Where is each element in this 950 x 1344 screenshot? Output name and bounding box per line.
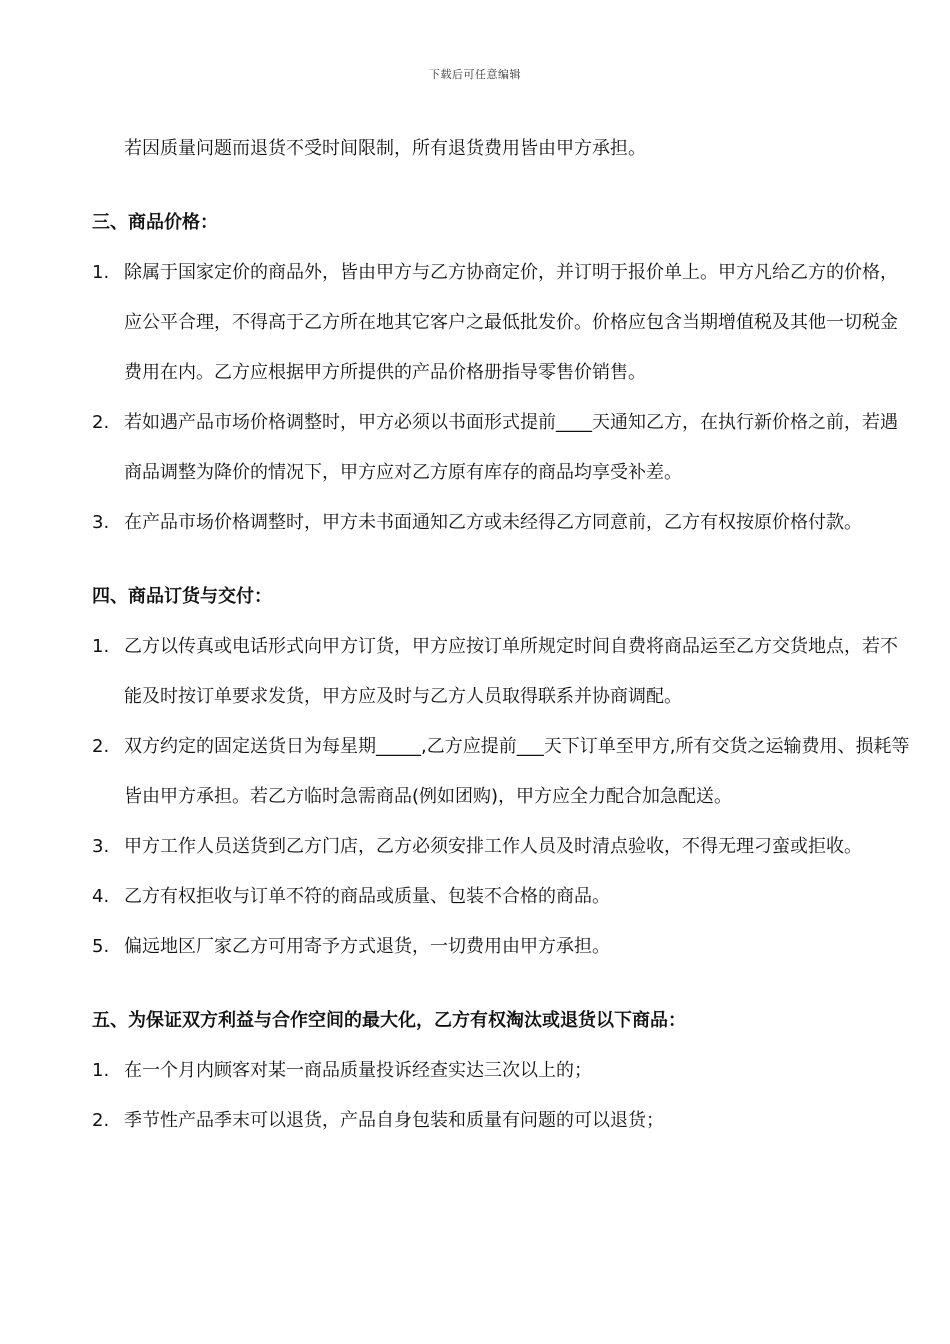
document-body [92,124,910,1146]
section-title-returns: 五、为保证双方利益与合作空间的最大化，乙方有权淘汰或退货以下商品： [92,1010,686,1031]
list-number: 3. [92,836,110,857]
returns-list [92,1046,910,1146]
list-number: 2. [92,1110,110,1131]
list-text: 若如遇产品市场价格调整时，甲方必须以书面形式提前____天通知乙方，在执行新价格之前，若遇商品调整为降价的情况下，甲方应对乙方原有库存的商品均享受补差。 [124,412,898,483]
list-item [92,498,910,548]
list-item [92,722,910,822]
list-number: 1. [92,262,110,283]
list-item [92,822,910,872]
section-ordering-delivery [92,572,910,972]
list-text: 甲方工作人员送货到乙方门店，乙方必须安排工作人员及时清点验收，不得无理刁蛮或拒收。 [124,836,862,857]
ordering-list [92,622,910,972]
list-text: 双方约定的固定送货日为每星期_____,乙方应提前___天下订单至甲方,所有交货之运输费用、损耗等皆由甲方承担。若乙方临时急需商品(例如团购)，甲方应全力配合加急配送。 [124,736,910,807]
list-number: 4. [92,886,110,907]
list-item [92,872,910,922]
section-pricing [92,198,910,548]
list-item [92,1046,910,1096]
section-title-ordering: 四、商品订货与交付： [92,586,272,607]
section-title-pricing: 三、商品价格： [92,212,218,233]
list-number: 2. [92,736,110,757]
list-text: 除属于国家定价的商品外，皆由甲方与乙方协商定价，并订明于报价单上。甲方凡给乙方的价格，应公平合理，不得高于乙方所在地其它客户之最低批发价。价格应包含当期增值税及其他一切税金费用在内。乙方应根据甲方所提供的产品价格册指导零售价销售。 [124,262,898,383]
list-text: 季节性产品季末可以退货，产品自身包装和质量有问题的可以退货； [124,1110,664,1131]
list-item [92,922,910,972]
list-item [92,622,910,722]
list-text: 偏远地区厂家乙方可用寄予方式退货，一切费用由甲方承担。 [124,936,610,957]
list-item [92,248,910,398]
page-header-note: 下载后可任意编辑 [429,68,521,81]
list-text: 在产品市场价格调整时，甲方未书面通知乙方或未经得乙方同意前，乙方有权按原价格付款。 [124,512,862,533]
list-text: 乙方有权拒收与订单不符的商品或质量、包装不合格的商品。 [124,886,610,907]
pricing-list [92,248,910,548]
list-number: 2. [92,412,110,433]
intro-paragraph: 若因质量问题而退货不受时间限制，所有退货费用皆由甲方承担。 [124,138,646,159]
section-elimination-returns [92,996,910,1146]
list-number: 3. [92,512,110,533]
list-number: 1. [92,636,110,657]
list-item [92,1096,910,1146]
list-item [92,398,910,498]
list-number: 5. [92,936,110,957]
list-number: 1. [92,1060,110,1081]
list-text: 在一个月内顾客对某一商品质量投诉经查实达三次以上的； [124,1060,592,1081]
list-text: 乙方以传真或电话形式向甲方订货，甲方应按订单所规定时间自费将商品运至乙方交货地点，若不能及时按订单要求发货，甲方应及时与乙方人员取得联系并协商调配。 [124,636,898,707]
